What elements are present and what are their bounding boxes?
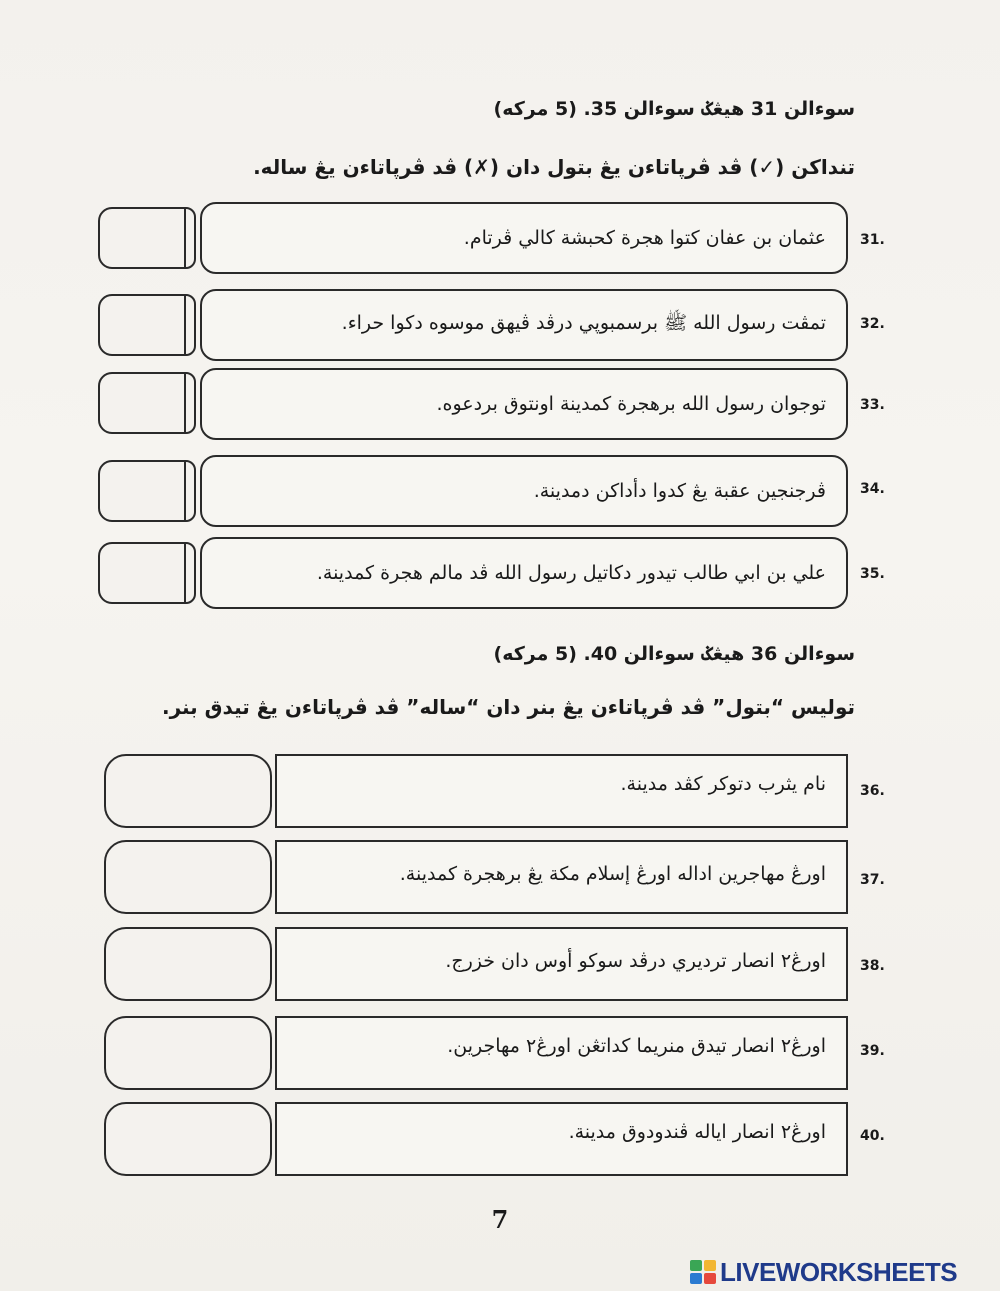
question-box-32 bbox=[200, 289, 848, 361]
page-number: 7 bbox=[491, 1205, 509, 1234]
question-number-38: 38. bbox=[860, 958, 885, 974]
question-number-39: 39. bbox=[860, 1043, 885, 1059]
question-text-37: اورڠ مهاجرين اداله اورڠ إسلام مكة يڠ برهجرة كمدينة. bbox=[399, 862, 826, 885]
question-number-36: 36. bbox=[860, 783, 885, 799]
section-b-heading: سوءالن 36 هيڠݢ سوءالن 40. (5 مركه) bbox=[493, 643, 855, 665]
question-box-40 bbox=[275, 1102, 848, 1176]
liveworksheets-logo-text: LIVEWORKSHEETS bbox=[720, 1256, 958, 1287]
answer-box-38[interactable] bbox=[104, 927, 272, 1001]
question-number-40: 40. bbox=[860, 1128, 885, 1144]
question-box-36 bbox=[275, 754, 848, 828]
answer-box-35[interactable] bbox=[98, 542, 196, 604]
question-text-32: تمڤت رسول الله ﷺ برسمبوپي درڤد ڤيهق موسوه دكوا حراء. bbox=[341, 312, 826, 334]
question-number-31: 31. bbox=[860, 232, 885, 248]
answer-box-37[interactable] bbox=[104, 840, 272, 914]
question-box-34 bbox=[200, 455, 848, 527]
question-box-35 bbox=[200, 537, 848, 609]
question-number-34: 34. bbox=[860, 481, 885, 497]
answer-box-34[interactable] bbox=[98, 460, 196, 522]
question-text-31: عثمان بن عفان كتوا هجرة كحبشة كالي ڤرتام. bbox=[463, 227, 826, 249]
question-text-39: اورڠ٢ انصار تيدق منريما كداتڠن اورڠ٢ مهاجرين. bbox=[447, 1035, 826, 1057]
question-number-32: 32. bbox=[860, 316, 885, 332]
question-text-35: علي بن ابي طالب تيدور دكاتيل رسول الله ڤد مالم هجرة كمدينة. bbox=[316, 562, 826, 584]
question-box-39 bbox=[275, 1016, 848, 1090]
section-a-instruction: تنداكن (✓) ڤد ڤرپاتاءن يڠ بتول دان (✗) ڤد ڤرپاتاءن يڠ ساله. bbox=[253, 155, 855, 179]
answer-box-36[interactable] bbox=[104, 754, 272, 828]
liveworksheets-logo[interactable] bbox=[690, 1258, 957, 1286]
question-number-33: 33. bbox=[860, 397, 885, 413]
answer-box-39[interactable] bbox=[104, 1016, 272, 1090]
question-box-38 bbox=[275, 927, 848, 1001]
question-text-33: توجوان رسول الله برهجرة كمدينة اونتوق بردعوه. bbox=[436, 393, 826, 415]
section-b-instruction: توليس “بتول” ڤد ڤرپاتاءن يڠ بنر دان “ساله” ڤد ڤرپاتاءن يڠ تيدق بنر. bbox=[161, 695, 855, 719]
question-text-34: ڤرجنجين عقبة يڠ كدوا دأداكن دمدينة. bbox=[533, 480, 826, 502]
question-box-37 bbox=[275, 840, 848, 914]
answer-box-33[interactable] bbox=[98, 372, 196, 434]
question-text-38: اورڠ٢ انصار ترديري درڤد سوكو أوس دان خزرج. bbox=[445, 949, 826, 972]
liveworksheets-logo-icon bbox=[690, 1260, 716, 1284]
question-box-31 bbox=[200, 202, 848, 274]
answer-box-32[interactable] bbox=[98, 294, 196, 356]
question-number-37: 37. bbox=[860, 872, 885, 888]
question-number-35: 35. bbox=[860, 566, 885, 582]
section-a-heading: سوءالن 31 هيڠݢ سوءالن 35. (5 مركه) bbox=[493, 98, 855, 120]
answer-box-40[interactable] bbox=[104, 1102, 272, 1176]
question-text-40: اورڠ٢ انصار اياله ڤندودوق مدينة. bbox=[568, 1121, 826, 1143]
question-text-36: نام يثرب دتوكر كڤد مدينة. bbox=[620, 773, 826, 795]
question-box-33 bbox=[200, 368, 848, 440]
answer-box-31[interactable] bbox=[98, 207, 196, 269]
